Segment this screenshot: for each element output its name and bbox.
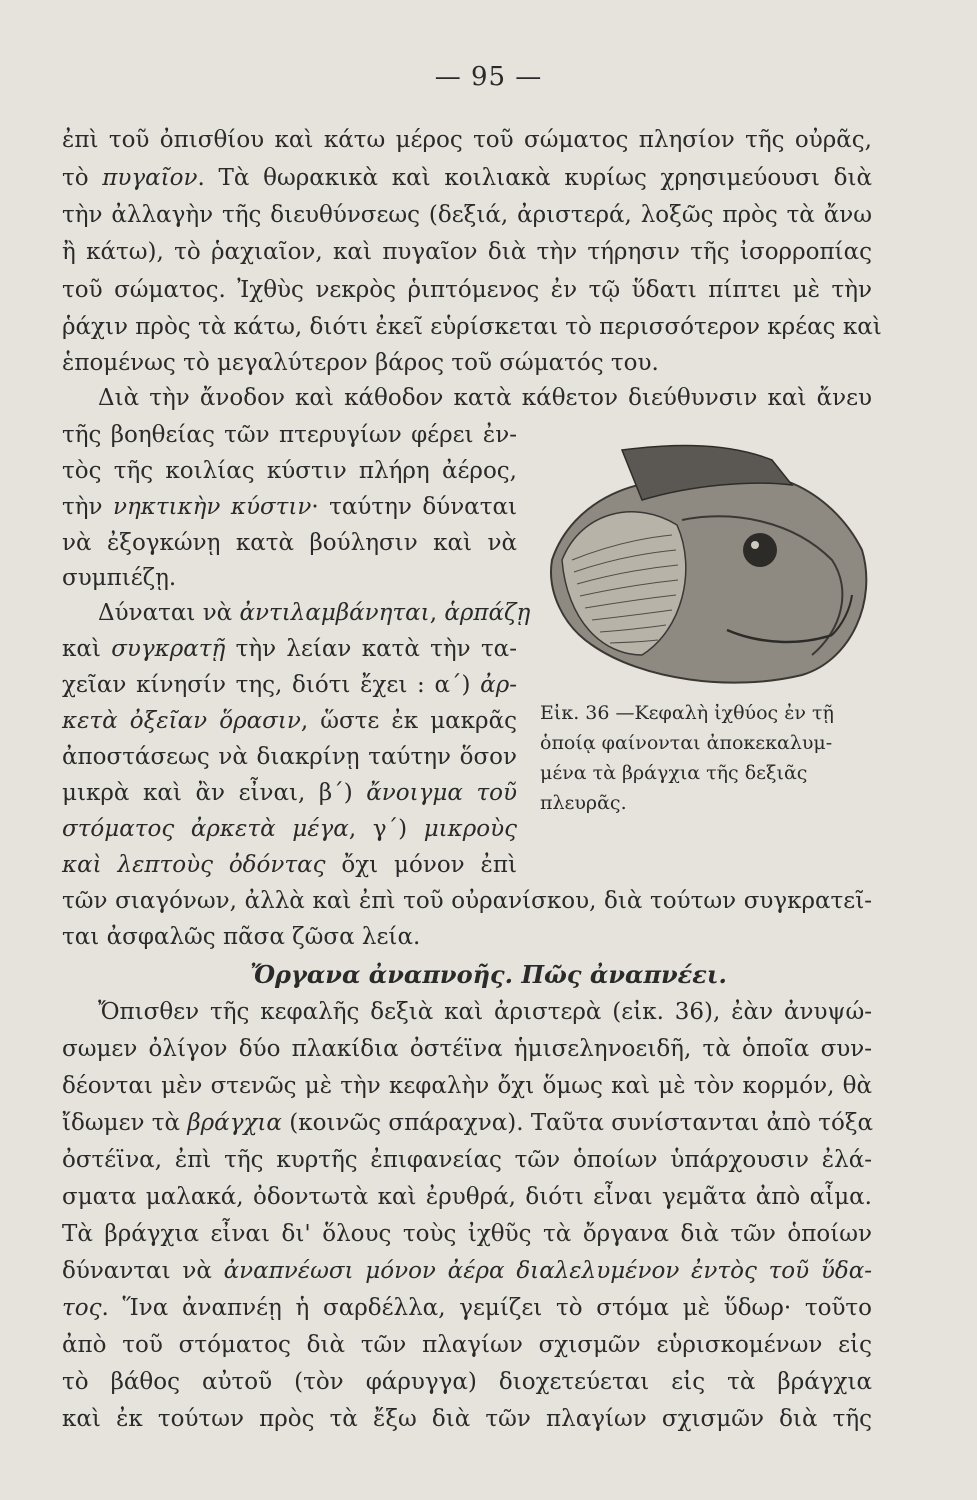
text-line: τος. Ἵνα ἀναπνέῃ ἡ σαρδέλλα, γεμίζει τὸ στόμα μὲ ὕδωρ· τοῦτο — [62, 1295, 872, 1321]
text-line: Τὰ βράγχια εἶναι δι' ὅλους τοὺς ἰχθῦς τὰ ὄργανα διὰ τῶν ὁποίων — [62, 1221, 872, 1247]
text-line: συμπιέζῃ. — [62, 565, 177, 591]
text-line: τοῦ σώματος. Ἰχθὺς νεκρὸς ῥιπτόμενος ἐν τῷ ὕδατι πίπτει μὲ τὴν — [62, 277, 872, 303]
text-line: δέονται μὲν στενῶς μὲ τὴν κεφαλὴν ὄχι ὅμως καὶ μὲ τὸν κορμόν, θὰ — [62, 1073, 872, 1099]
caption-line: Εἰκ. 36 —Κεφαλὴ ἰχθύος ἐν τῇ — [540, 702, 834, 724]
text-line: καὶ ἐκ τούτων πρὸς τὰ ἔξω διὰ τῶν πλαγίων σχισμῶν διὰ τῆς — [62, 1406, 872, 1432]
text-line: τὸς τῆς κοιλίας κύστιν πλήρη ἀέρος, — [62, 458, 517, 484]
text-line: ἀποστάσεως νὰ διακρίνῃ ταύτην ὅσον — [62, 744, 517, 770]
text-line: τὴν ἀλλαγὴν τῆς διευθύνσεως (δεξιά, ἀριστερά, λοξῶς πρὸς τὰ ἄνω — [62, 202, 872, 228]
text-line: ται ἀσφαλῶς πᾶσα ζῶσα λεία. — [62, 924, 421, 950]
section-heading: Ὄργανα ἀναπνοῆς. Πῶς ἀναπνέει. — [250, 960, 727, 989]
text-line: δύνανται νὰ ἀναπνέωσι μόνον ἀέρα διαλελυμένον ἐντὸς τοῦ ὕδα- — [62, 1258, 872, 1284]
text-line: στόματος ἀρκετὰ μέγα, γ΄) μικροὺς — [62, 816, 517, 842]
text-line: νὰ ἐξογκώνῃ κατὰ βούλησιν καὶ νὰ — [62, 530, 517, 556]
text-line: ῥάχιν πρὸς τὰ κάτω, διότι ἐκεῖ εὑρίσκεται τὸ περισσότερον κρέας καὶ — [62, 314, 882, 340]
text-line: ἐπὶ τοῦ ὀπισθίου καὶ κάτω μέρος τοῦ σώματος πλησίον τῆς οὐρᾶς, — [62, 127, 872, 153]
text-line: καὶ λεπτοὺς ὀδόντας ὄχι μόνον ἐπὶ — [62, 852, 517, 878]
text-line: χεῖαν κίνησίν της, διότι ἔχει : α΄) ἀρ- — [62, 672, 517, 698]
caption-line: μένα τὰ βράγχια τῆς δεξιᾶς — [540, 762, 808, 784]
text-line: ἢ κάτω), τὸ ῥαχιαῖον, καὶ πυγαῖον διὰ τὴν τήρησιν τῆς ἰσορροπίας — [62, 239, 872, 265]
fish-head-drawing — [551, 446, 866, 683]
fish-head-illustration — [532, 430, 877, 690]
text-line: Δύναται νὰ ἀντιλαμβάνηται, ἁρπάζῃ — [98, 600, 531, 626]
text-line: Ὄπισθεν τῆς κεφαλῆς δεξιὰ καὶ ἀριστερὰ (εἰκ. 36), ἐὰν ἀνυψώ- — [98, 999, 872, 1025]
text-line: ἀπὸ τοῦ στόματος διὰ τῶν πλαγίων σχισμῶν εὑρισκομένων εἰς — [62, 1332, 872, 1358]
text-line: τὴν νηκτικὴν κύστιν· ταύτην δύναται — [62, 494, 517, 520]
text-line: καὶ συγκρατῇ τὴν λείαν κατὰ τὴν τα- — [62, 636, 517, 662]
caption-line: πλευρᾶς. — [540, 792, 627, 814]
text-line: ἴδωμεν τὰ βράγχια (κοινῶς σπάραχνα). Ταῦτα συνίστανται ἀπὸ τόξα — [62, 1110, 874, 1136]
text-line: τὸ βάθος αὐτοῦ (τὸν φάρυγγα) διοχετεύεται εἰς τὰ βράγχια — [62, 1369, 872, 1395]
text-line: Διὰ τὴν ἄνοδον καὶ κάθοδον κατὰ κάθετον διεύθυνσιν καὶ ἄνευ — [98, 385, 872, 411]
text-line: ἑπομένως τὸ μεγαλύτερον βάρος τοῦ σώματός του. — [62, 350, 659, 376]
text-line: μικρὰ καὶ ἂν εἶναι, β΄) ἄνοιγμα τοῦ — [62, 780, 517, 806]
text-line: τῆς βοηθείας τῶν πτερυγίων φέρει ἐν- — [62, 422, 517, 448]
text-line: τῶν σιαγόνων, ἀλλὰ καὶ ἐπὶ τοῦ οὐρανίσκου, διὰ τούτων συγκρατεῖ- — [62, 888, 872, 914]
text-line: σωμεν ὀλίγον δύο πλακίδια ὀστέϊνα ἡμισεληνοειδῆ, τὰ ὁποῖα συν- — [62, 1036, 872, 1062]
caption-line: ὁποίᾳ φαίνονται ἀποκεκαλυμ- — [540, 732, 833, 754]
text-line: σματα μαλακά, ὀδοντωτὰ καὶ ἐρυθρά, διότι εἶναι γεμᾶτα ἀπὸ αἷμα. — [62, 1184, 872, 1210]
text-line: κετὰ ὀξεῖαν ὅρασιν, ὥστε ἐκ μακρᾶς — [62, 708, 517, 734]
page-number: — 95 — — [434, 62, 543, 92]
text-line: τὸ πυγαῖον. Τὰ θωρακικὰ καὶ κοιλιακὰ κυρίως χρησιμεύουσι διὰ — [62, 165, 873, 191]
text-line: ὀστέϊνα, ἐπὶ τῆς κυρτῆς ἐπιφανείας τῶν ὁποίων ὑπάρχουσιν ἐλά- — [62, 1147, 872, 1173]
